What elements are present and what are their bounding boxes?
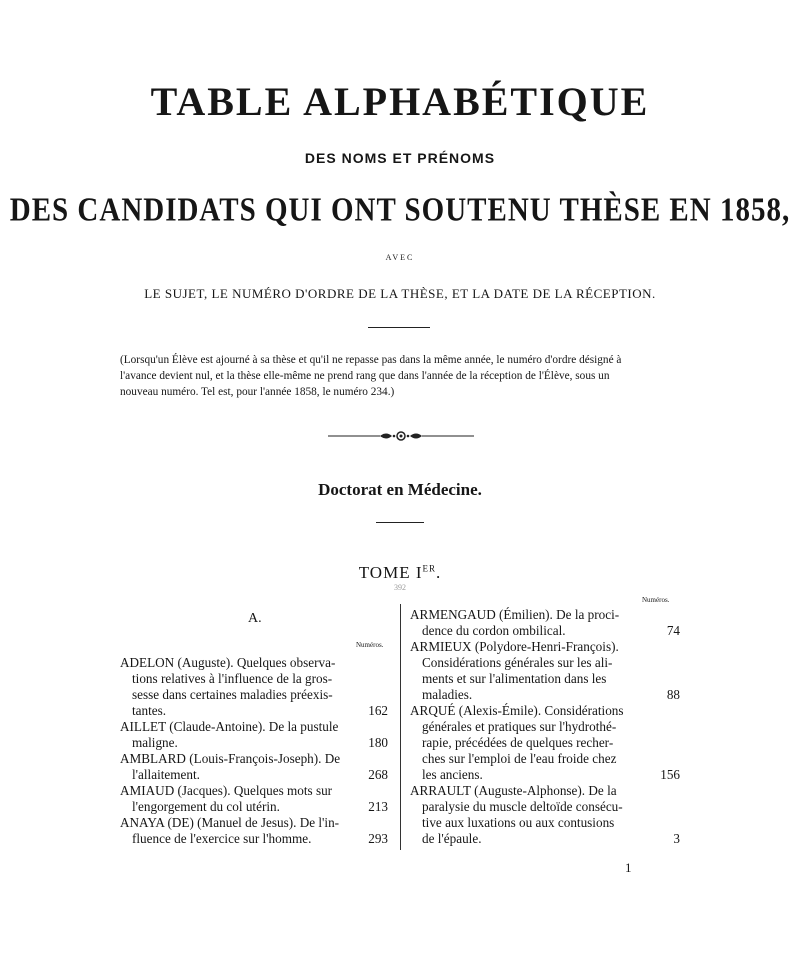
- thesis-number: 3: [673, 831, 680, 846]
- entry-line: de l'épaule.: [422, 831, 482, 846]
- entry-line: AMBLARD (Louis-François-Joseph). De: [120, 751, 341, 766]
- tome-dot: .: [436, 563, 442, 582]
- index-entry: [120, 655, 388, 719]
- thesis-number: 293: [368, 831, 388, 846]
- thesis-number: 180: [368, 735, 388, 750]
- entry-line: ments et sur l'alimentation dans les: [422, 671, 607, 686]
- page-number: 1: [625, 860, 632, 875]
- entry-line: paralysie du muscle deltoïde consécu-: [422, 799, 623, 814]
- index-entry: [410, 639, 680, 703]
- entry-line: tive aux luxations ou aux contusions: [422, 815, 615, 830]
- entry-line: ADELON (Auguste). Quelques observa-: [120, 655, 336, 670]
- avec-label: AVEC: [385, 253, 415, 262]
- entry-line: générales et pratiques sur l'hydrothé-: [422, 719, 617, 734]
- numbers-header-left: Numéros.: [356, 641, 384, 649]
- page-title: TABLE ALPHABÉTIQUE: [150, 79, 650, 124]
- thesis-number: 213: [368, 799, 388, 814]
- entry-line: Considérations générales sur les ali-: [422, 655, 613, 670]
- entry-line: maligne.: [132, 735, 178, 750]
- entry-line: les anciens.: [422, 767, 483, 782]
- tome-suffix: ER: [422, 563, 437, 574]
- entry-line: maladies.: [422, 687, 473, 702]
- explanatory-note: [120, 352, 680, 400]
- column-divider: [400, 604, 401, 850]
- section-rule: [376, 522, 424, 523]
- left-column: [120, 655, 388, 847]
- entry-line: AILLET (Claude-Antoine). De la pustule: [120, 719, 339, 734]
- letter-heading: A.: [248, 611, 262, 626]
- note-line: nouveau numéro. Tel est, pour l'année 1858, le numéro 234.): [120, 386, 395, 398]
- entry-line: AMIAUD (Jacques). Quelques mots sur: [120, 783, 333, 798]
- page-subtitle: DES NOMS ET PRÉNOMS: [304, 150, 496, 166]
- faint-mark: 392: [394, 583, 406, 592]
- index-entry: [120, 719, 388, 751]
- entry-line: ARRAULT (Auguste-Alphonse). De la: [410, 783, 617, 798]
- entry-line: sesse dans certaines maladies préexis-: [132, 687, 333, 702]
- entry-line: fluence de l'exercice sur l'homme.: [132, 831, 312, 846]
- page-heading: DES CANDIDATS QUI ONT SOUTENU THÈSE EN 1858,: [9, 191, 791, 229]
- entry-line: ARQUÉ (Alexis-Émile). Considérations: [410, 703, 624, 718]
- index-entry: [410, 783, 680, 847]
- index-entry: [120, 815, 388, 847]
- entry-line: l'allaitement.: [132, 767, 200, 782]
- note-line: l'avance devient nul, et la thèse elle-même ne prend rang que dans l'année de la réception de l'Élève, sous un: [120, 370, 610, 382]
- tome-heading: [0, 563, 800, 583]
- entry-line: ARMENGAUD (Émilien). De la proci-: [410, 607, 620, 622]
- entry-line: ches sur l'emploi de l'eau froide chez: [422, 751, 617, 766]
- entry-line: tions relatives à l'influence de la gros-: [132, 671, 333, 686]
- entry-line: l'engorgement du col utérin.: [132, 799, 280, 814]
- index-entry: [410, 703, 680, 783]
- subject-line: LE SUJET, LE NUMÉRO D'ORDRE DE LA THÈSE, ET LA DATE DE LA RÉCEPTION.: [144, 286, 656, 301]
- ornament-divider: [328, 430, 474, 442]
- index-entry: [120, 751, 388, 783]
- index-entry: [120, 783, 388, 815]
- entry-line: dence du cordon ombilical.: [422, 623, 566, 638]
- entry-line: ARMIEUX (Polydore-Henri-François).: [410, 639, 619, 654]
- entry-line: tantes.: [132, 703, 167, 718]
- index-entry: [410, 607, 680, 639]
- tome-label: TOME I: [358, 563, 423, 582]
- note-line: (Lorsqu'un Élève est ajourné à sa thèse et qu'il ne repasse pas dans la même année, le numéro d'ordre désigné à: [120, 354, 622, 366]
- thesis-number: 156: [660, 767, 680, 782]
- entry-line: rapie, précédées de quelques recher-: [422, 735, 614, 750]
- divider-rule: [368, 327, 430, 328]
- right-column: [410, 607, 680, 847]
- thesis-number: 268: [368, 767, 388, 782]
- thesis-number: 162: [368, 703, 388, 718]
- section-title: Doctorat en Médecine.: [318, 480, 482, 499]
- thesis-number: 88: [666, 687, 680, 702]
- numbers-header-right: Numéros.: [642, 596, 670, 604]
- entry-line: ANAYA (DE) (Manuel de Jesus). De l'in-: [120, 815, 340, 830]
- thesis-number: 74: [666, 623, 680, 638]
